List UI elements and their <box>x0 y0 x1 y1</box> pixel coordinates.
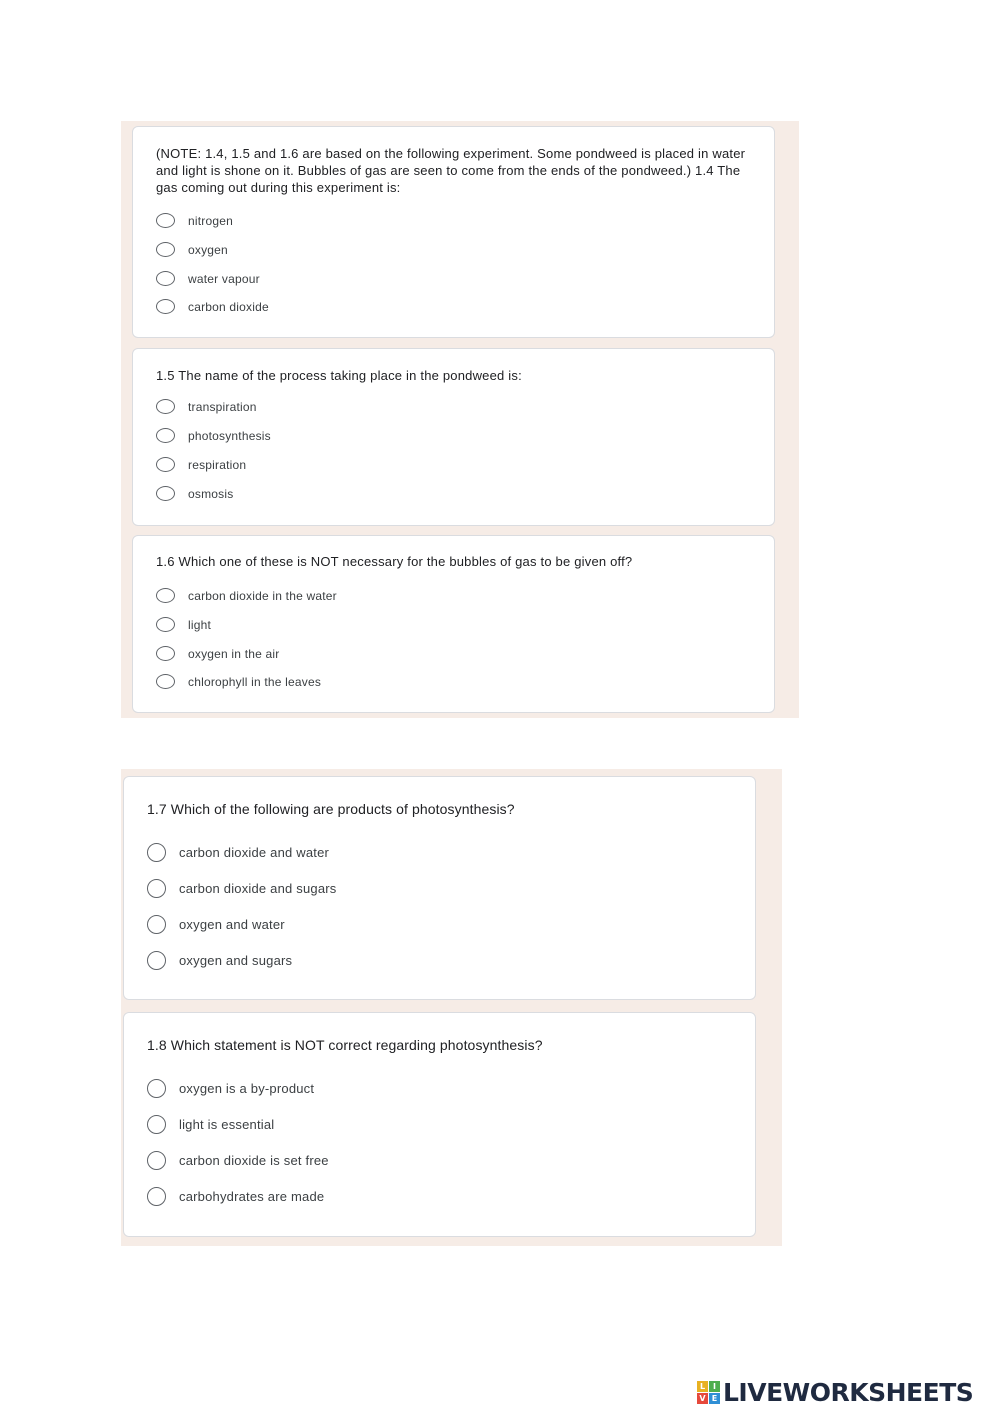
radio-button[interactable] <box>147 879 166 898</box>
option-light-is-essential[interactable] <box>147 1115 274 1134</box>
option-label: oxygen <box>188 242 228 257</box>
question-text: 1.6 Which one of these is NOT necessary for the bubbles of gas to be given off? <box>156 554 633 569</box>
radio-button[interactable] <box>147 951 166 970</box>
radio-button[interactable] <box>156 242 175 257</box>
radio-button[interactable] <box>156 428 175 443</box>
option-label: oxygen and sugars <box>179 953 293 968</box>
radio-button[interactable] <box>147 1151 166 1170</box>
option-label: light is essential <box>179 1117 275 1132</box>
radio-button[interactable] <box>156 213 175 228</box>
option-label: carbon dioxide and water <box>179 845 330 860</box>
question-text: 1.7 Which of the following are products of photosynthesis? <box>147 801 515 817</box>
option-carbon-dioxide[interactable] <box>156 299 269 314</box>
question-card-1-7 <box>123 776 756 1000</box>
option-nitrogen[interactable] <box>156 213 233 228</box>
option-respiration[interactable] <box>156 457 246 472</box>
logo-wordmark: LIVEWORKSHEETS <box>723 1378 974 1407</box>
option-label: oxygen is a by-product <box>179 1081 315 1096</box>
option-label: oxygen and water <box>179 917 285 932</box>
radio-button[interactable] <box>156 399 175 414</box>
option-carbon-dioxide-and-sugars[interactable] <box>147 879 337 898</box>
option-label: nitrogen <box>188 213 233 228</box>
quiz-screenshot-bottom <box>121 769 782 1246</box>
option-light[interactable] <box>156 617 211 632</box>
radio-button[interactable] <box>156 674 175 689</box>
option-label: carbon dioxide <box>188 299 269 314</box>
radio-button[interactable] <box>147 843 166 862</box>
option-transpiration[interactable] <box>156 399 257 414</box>
option-label: water vapour <box>188 271 260 286</box>
option-oxygen-in-air[interactable] <box>156 646 279 661</box>
quiz-screenshot-top <box>121 121 799 718</box>
option-photosynthesis[interactable] <box>156 428 271 443</box>
question-text: 1.8 Which statement is NOT correct regarding photosynthesis? <box>147 1037 543 1053</box>
radio-button[interactable] <box>147 915 166 934</box>
option-label: transpiration <box>188 399 257 414</box>
option-oxygen-and-sugars[interactable] <box>147 951 292 970</box>
option-label: carbon dioxide in the water <box>188 588 337 603</box>
radio-button[interactable] <box>156 617 175 632</box>
option-label: oxygen in the air <box>188 646 280 661</box>
option-label: photosynthesis <box>188 428 271 443</box>
radio-button[interactable] <box>156 457 175 472</box>
question-text: 1.5 The name of the process taking place in the pondweed is: <box>156 368 522 383</box>
question-card-1-8 <box>123 1012 756 1237</box>
radio-button[interactable] <box>147 1187 166 1206</box>
option-carbon-dioxide-set-free[interactable] <box>147 1151 329 1170</box>
option-carbon-dioxide-in-water[interactable] <box>156 588 337 603</box>
question-card-1-4 <box>132 126 775 338</box>
liveworksheets-logo <box>697 1378 973 1407</box>
radio-button[interactable] <box>156 588 175 603</box>
option-label: carbohydrates are made <box>179 1189 325 1204</box>
option-label: respiration <box>188 457 247 472</box>
radio-button[interactable] <box>156 646 175 661</box>
option-label: osmosis <box>188 486 234 501</box>
option-label: carbon dioxide and sugars <box>179 881 337 896</box>
logo-tile: E <box>709 1393 720 1404</box>
question-card-1-5 <box>132 348 775 526</box>
radio-button[interactable] <box>147 1079 166 1098</box>
radio-button[interactable] <box>156 486 175 501</box>
option-carbon-dioxide-and-water[interactable] <box>147 843 329 862</box>
option-oxygen-is-by-product[interactable] <box>147 1079 314 1098</box>
question-text: (NOTE: 1.4, 1.5 and 1.6 are based on the following experiment. Some pondweed is placed in water and light is shone on it. Bubbles of gas are seen to come from the ends of the pondweed.) 1.4 The gas coming out during this experiment is: <box>156 146 746 195</box>
option-oxygen[interactable] <box>156 242 228 257</box>
option-osmosis[interactable] <box>156 486 233 501</box>
logo-tile: L <box>697 1381 708 1392</box>
option-carbohydrates-are-made[interactable] <box>147 1187 324 1206</box>
question-card-1-6 <box>132 535 775 713</box>
radio-button[interactable] <box>147 1115 166 1134</box>
option-chlorophyll-in-leaves[interactable] <box>156 674 321 689</box>
logo-icon <box>697 1381 720 1404</box>
logo-tile: I <box>709 1381 720 1392</box>
radio-button[interactable] <box>156 299 175 314</box>
option-label: chlorophyll in the leaves <box>188 674 322 689</box>
option-water-vapour[interactable] <box>156 271 260 286</box>
logo-tile: V <box>697 1393 708 1404</box>
option-label: carbon dioxide is set free <box>179 1153 329 1168</box>
option-oxygen-and-water[interactable] <box>147 915 285 934</box>
option-label: light <box>188 617 212 632</box>
radio-button[interactable] <box>156 271 175 286</box>
